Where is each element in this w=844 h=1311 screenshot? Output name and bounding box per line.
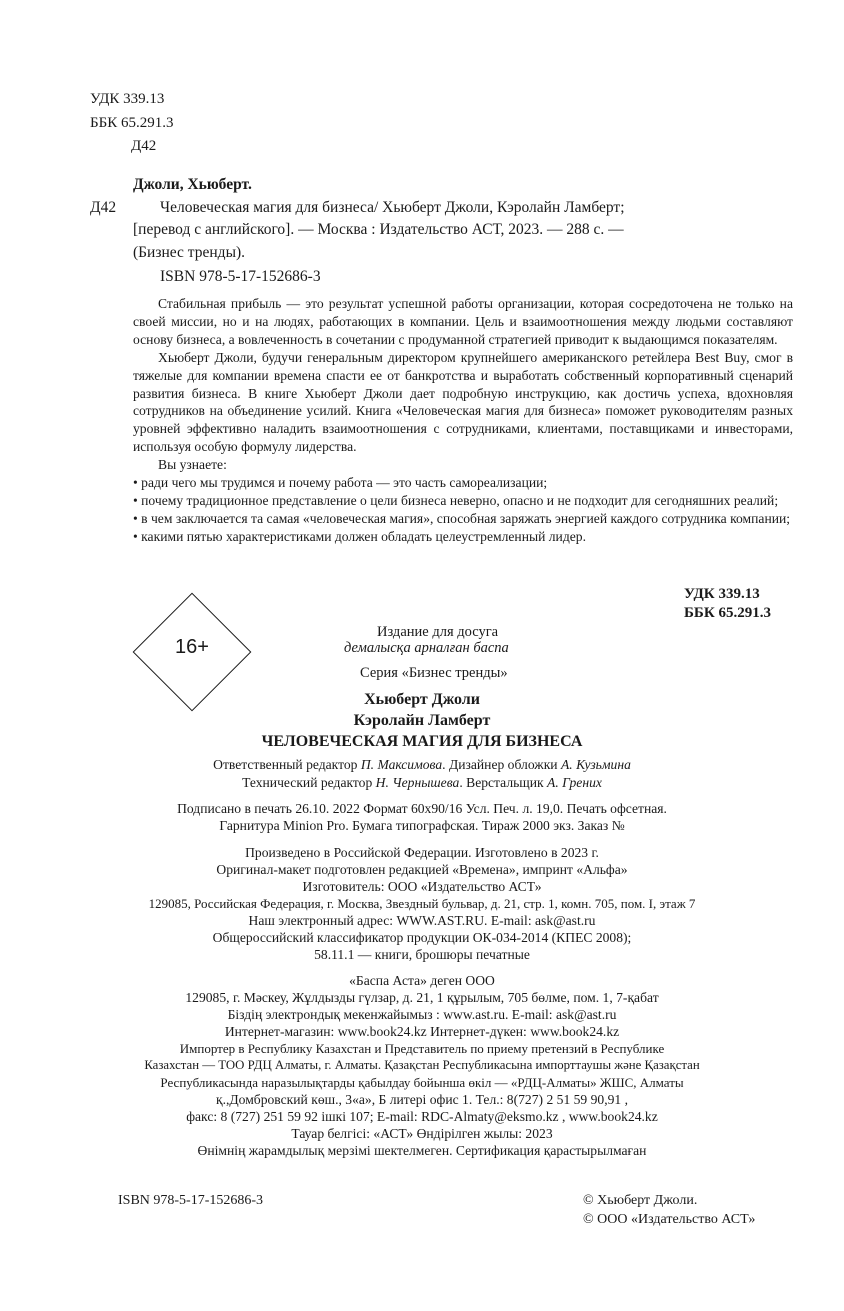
kz-line-6: Казахстан — ТОО РДЦ Алматы, г. Алматы. Қазақстан Республикасына импорттаушы және Қазақстан [144, 1058, 700, 1072]
typesetter-name: А. Грених [547, 775, 602, 790]
kz-line-2: 129085, г. Мәскеу, Жұлдызды гүлзар, д. 21, 1 құрылым, 705 бөлме, пом. 1, 7-қабат [185, 990, 659, 1005]
edition-type: Издание для досуга [377, 624, 499, 640]
tech-editor-label: Технический редактор [242, 775, 376, 790]
kz-line-1: «Баспа Аста» деген ООО [349, 973, 495, 988]
editor-name: П. Максимова [360, 757, 443, 772]
series: Серия «Бизнес тренды» [360, 665, 508, 681]
author-heading: Джоли, Хьюберт. [133, 176, 252, 193]
annotation-bullet-1: • ради чего мы трудимся и почему работа — это часть самореализации; [133, 475, 548, 491]
editor-label: Ответственный редактор [213, 757, 361, 772]
kz-line-9: факс: 8 (727) 251 59 92 ішкі 107; E-mail: RDC-Almaty@eksmo.kz , www.book24.kz [186, 1109, 658, 1124]
kz-line-3: Біздің электрондық мекенжайымыз : www.ast.ru. E-mail: ask@ast.ru [227, 1007, 617, 1022]
imprint-line-7: 58.11.1 — книги, брошюры печатные [314, 947, 530, 962]
designer-label: . Дизайнер обложки [442, 757, 561, 772]
udk-bottom: УДК 339.13 [684, 586, 760, 602]
isbn-top: ISBN 978-5-17-152686-3 [160, 268, 321, 285]
imprint-line-3: Изготовитель: ООО «Издательство АСТ» [302, 879, 542, 894]
print-line-1: Подписано в печать 26.10. 2022 Формат 60х90/16 Усл. Печ. л. 19,0. Печать офсетная. [177, 801, 667, 816]
isbn-bottom: ISBN 978-5-17-152686-3 [118, 1193, 264, 1208]
copyright-publisher: © ООО «Издательство АСТ» [583, 1212, 756, 1227]
author-1: Хьюберт Джоли [364, 691, 480, 708]
annotation-bullet-2: • почему традиционное представление о цели бизнеса неверно, опасно и не подходит для сегодняшних реалий; [133, 492, 779, 508]
author-2: Кэролайн Ламберт [353, 712, 491, 729]
annotation-bullet-3: • в чем заключается та самая «человеческая магия», способная заряжать энергией каждого сотрудника компании; [133, 510, 791, 526]
bbk-bottom: ББК 65.291.3 [684, 605, 771, 621]
print-line-2: Гарнитура Minion Pro. Бумага типографская. Тираж 2000 экз. Заказ № [219, 818, 625, 833]
annotation-paragraph-1: Стабильная прибыль — это результат успешной работы организации, которая сосредоточена не только на своей миссии, но и на людях, работающих в компании. Цель и взаимоотношения между людьми составляют основу бизнеса, а вовлеченность в сочетании с продуманной стратегией приводит к выдающимся показателям. [133, 296, 793, 347]
kz-line-8: қ.,Домбровский көш., 3«а», Б литері офис 1. Тел.: 8(727) 2 51 59 90,91 , [215, 1092, 629, 1107]
bbk-top: ББК 65.291.3 [90, 115, 174, 131]
biblio-line-3: (Бизнес тренды). [133, 244, 246, 261]
edition-type-kz: демалысқа арналған баспа [344, 640, 509, 656]
author-mark-top: Д42 [131, 138, 157, 154]
kz-line-7: Республикасында наразылықтарды қабылдау бойынша өкіл — «РДЦ-Алматы» ЖШС, Алматы [160, 1075, 684, 1090]
biblio-line-2: [перевод с английского]. — Москва : Издательство АСТ, 2023. — 288 с. — [133, 221, 624, 238]
age-rating: 16+ [175, 636, 209, 658]
udk-top: УДК 339.13 [90, 91, 165, 107]
typesetter-label: . Верстальщик [459, 775, 548, 790]
credits-line-2 [0, 775, 844, 791]
credits-line-1 [0, 757, 844, 773]
kz-line-4: Интернет-магазин: www.book24.kz Интернет-дүкен: www.book24.kz [224, 1024, 620, 1039]
imprint-line-6: Общероссийский классификатор продукции ОК-034-2014 (КПЕС 2008); [212, 930, 632, 945]
imprint-line-5: Наш электронный адрес: WWW.AST.RU. E-mail: ask@ast.ru [248, 913, 596, 928]
designer-name: А. Кузьмина [560, 757, 631, 772]
kz-line-5: Импортер в Республику Казахстан и Представитель по приему претензий в Республике [179, 1041, 665, 1056]
annotation [133, 295, 793, 546]
kz-line-10: Тауар белгісі: «АСТ» Өндірілген жылы: 2023 [291, 1126, 553, 1141]
kz-line-11: Өнімнің жарамдылық мерзімі шектелмеген. Сертификация қарастырылмаған [197, 1143, 647, 1158]
book-title: ЧЕЛОВЕЧЕСКАЯ МАГИЯ ДЛЯ БИЗНЕСА [261, 733, 583, 750]
annotation-lead: Вы узнаете: [158, 457, 227, 473]
copyright-author: © Хьюберт Джоли. [583, 1193, 698, 1208]
tech-editor-name: Н. Чернышева [375, 775, 460, 790]
author-mark: Д42 [90, 199, 117, 216]
imprint-line-1: Произведено в Российской Федерации. Изготовлено в 2023 г. [245, 845, 599, 860]
biblio-line-1: Человеческая магия для бизнеса/ Хьюберт Джоли, Кэролайн Ламберт; [160, 199, 625, 216]
annotation-paragraph-2: Хьюберт Джоли, будучи генеральным директором крупнейшего американского ретейлера Best Buy, смог в тяжелые для компании времена спасти ее от банкротства и выработать собственный корпоративный сценарий развития бизнеса. В книге Хьюберт Джоли дает подробную инструкцию, как достичь успеха, вдохновляя сотрудников на объединение усилий. Книга «Человеческая магия для бизнеса» поможет руководителям разных уровней эффективно наладить взаимоотношения с сотрудниками, клиентами, поставщиками и инвесторами, используя особую формулу лидерства. [133, 349, 793, 455]
annotation-bullet-4: • какими пятью характеристиками должен обладать целеустремленный лидер. [133, 528, 586, 544]
imprint-line-2: Оригинал-макет подготовлен редакцией «Времена», импринт «Альфа» [216, 862, 628, 877]
imprint-line-4: 129085, Российская Федерация, г. Москва, Звездный бульвар, д. 21, стр. 1, комн. 705, пом. I, этаж 7 [148, 896, 696, 911]
